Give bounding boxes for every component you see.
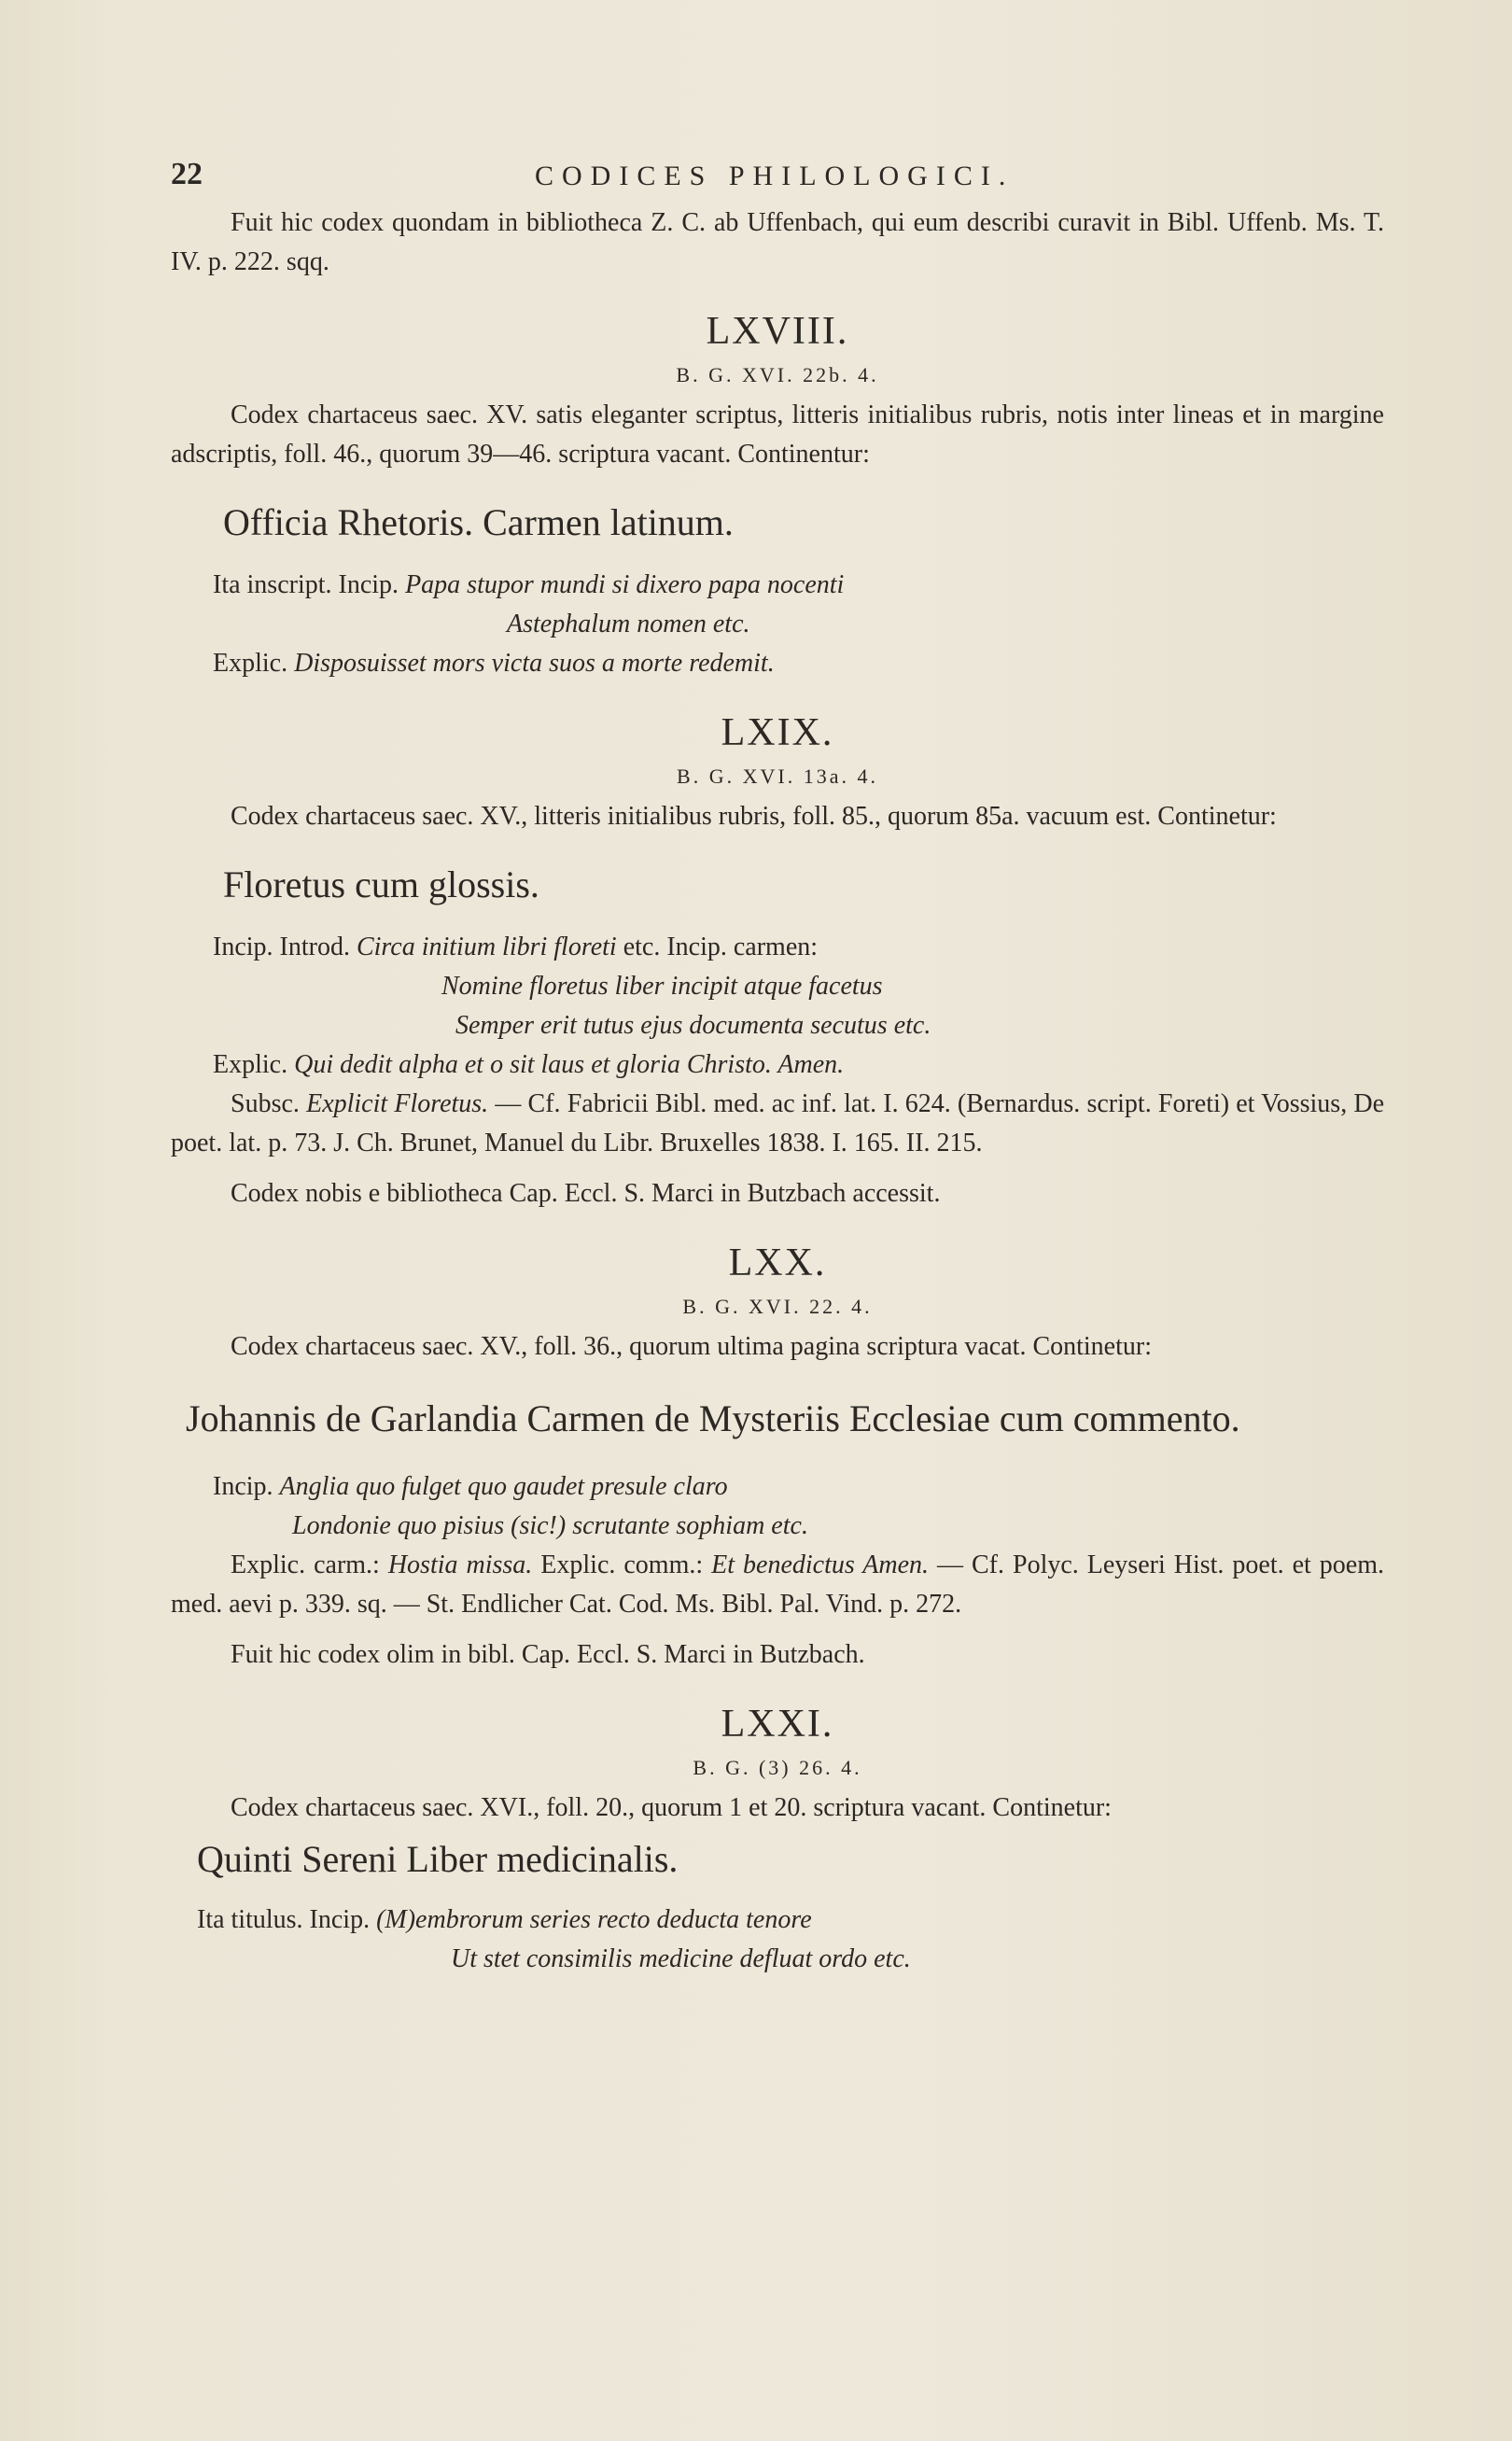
provenance-note: Codex nobis e bibliotheca Cap. Eccl. S. Marci in Butzbach accessit.	[231, 1179, 941, 1208]
verse-line: Londonie quo pisius (sic!) scrutante sophiam etc.	[292, 1511, 808, 1540]
entry-lxx	[171, 1236, 1384, 1675]
intro-paragraph: Fuit hic codex quondam in bibliotheca Z. C. ab Uffenbach, qui eum describi curavit in Bibl. Uffenb. Ms. T. IV. p. 222. sqq.	[171, 208, 1384, 276]
entry-description: Codex chartaceus saec. XV., litteris initialibus rubris, foll. 85., quorum 85a. vacuum est. Continetur:	[231, 802, 1277, 831]
entry-lxviii	[171, 304, 1384, 683]
entry-description: Codex chartaceus saec. XV., foll. 36., quorum ultima pagina scriptura vacat. Continetur:	[231, 1332, 1152, 1361]
work-title: Johannis de Garlandia Carmen de Mysteriis Ecclesiae cum commento.	[186, 1397, 1240, 1439]
entry-lxxi	[171, 1697, 1384, 1979]
shelfmark: B. G. (3) 26. 4.	[693, 1756, 862, 1779]
explicit-line: Explic. carm.: Hostia missa. Explic. comm.: Et benedictus Amen. — Cf. Polyc. Leyseri Hist. poet. et poem. med. aevi p. 339. sq. — St. Endlicher Cat. Cod. Ms. Bibl. Pal. Vind. p. 272.	[171, 1550, 1385, 1619]
incipit-line: Incip. Anglia quo fulget quo gaudet presule claro	[213, 1472, 728, 1501]
subscription: Subsc. Explicit Floretus. — Cf. Fabricii Bibl. med. ac inf. lat. I. 624. (Bernardus. script. Foreti) et Vossius, De poet. lat. p. 73. J. Ch. Brunet, Manuel du Libr. Bruxelles 1838. I. 165. II. 215.	[171, 1089, 1385, 1157]
entry-description: Codex chartaceus saec. XV. satis eleganter scriptus, litteris initialibus rubris, notis inter lineas et in margine adscriptis, foll. 46., quorum 39—46. scriptura vacant. Continentur:	[171, 400, 1384, 469]
shelfmark: B. G. XVI. 22b. 4.	[676, 363, 879, 386]
entry-number: LXX.	[728, 1242, 827, 1284]
page-number: 22	[171, 157, 203, 191]
incipit-line: Incip. Introd. Circa initium libri floreti etc. Incip. carmen:	[213, 933, 819, 961]
entry-number: LXVIII.	[706, 310, 849, 353]
incipit-line: Astephalum nomen etc.	[507, 610, 750, 638]
verse-line: Ut stet consimilis medicine defluat ordo etc.	[451, 1944, 911, 1973]
running-header	[171, 149, 1384, 203]
provenance-note: Fuit hic codex olim in bibl. Cap. Eccl. S. Marci in Butzbach.	[231, 1640, 865, 1669]
incipit-line: Ita inscript. Incip. Papa stupor mundi si dixero papa nocenti	[213, 570, 845, 599]
entry-number: LXXI.	[721, 1703, 834, 1746]
running-title: CODICES PHILOLOGICI.	[535, 161, 1015, 191]
work-title: Floretus cum glossis.	[223, 863, 539, 905]
explicit-line: Explic. Disposuisset mors victa suos a morte redemit.	[213, 649, 775, 678]
entry-number: LXIX.	[721, 711, 834, 754]
shelfmark: B. G. XVI. 13a. 4.	[677, 765, 878, 788]
entry-description: Codex chartaceus saec. XVI., foll. 20., quorum 1 et 20. scriptura vacant. Continetur:	[231, 1793, 1112, 1822]
explicit-line: Explic. Qui dedit alpha et o sit laus et gloria Christo. Amen.	[213, 1050, 845, 1079]
text-block	[171, 149, 1384, 1979]
incipit-line: Ita titulus. Incip. (M)embrorum series recto deducta tenore	[197, 1905, 812, 1934]
shelfmark: B. G. XVI. 22. 4.	[682, 1295, 873, 1318]
work-title: Quinti Sereni Liber medicinalis.	[197, 1838, 679, 1880]
entry-lxix	[171, 706, 1384, 1213]
verse-line: Semper erit tutus ejus documenta secutus etc.	[455, 1011, 931, 1040]
work-title: Officia Rhetoris. Carmen latinum.	[223, 501, 734, 543]
verse-line: Nomine floretus liber incipit atque facetus	[441, 972, 883, 1001]
